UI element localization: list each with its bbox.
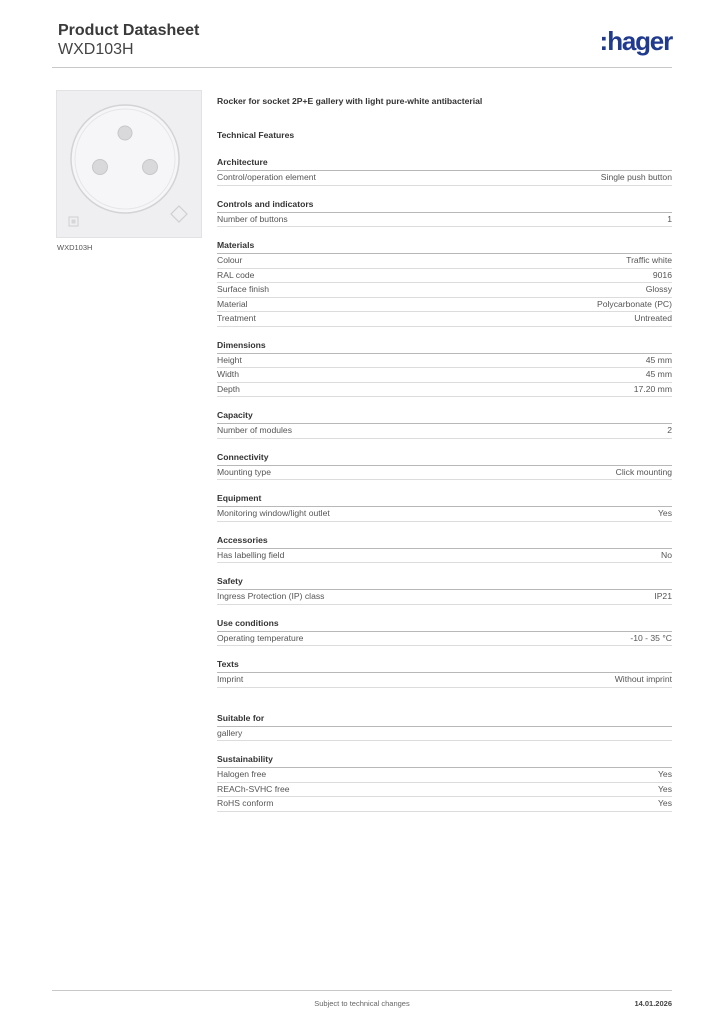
feature-value: Without imprint (614, 674, 672, 684)
feature-row (217, 632, 672, 647)
feature-label: Monitoring window/light outlet (217, 508, 330, 518)
technical-features-title: Technical Features (217, 130, 295, 140)
feature-label: Halogen free (217, 769, 267, 779)
header-divider (52, 67, 672, 68)
feature-section (217, 659, 672, 688)
feature-row (217, 673, 672, 688)
feature-value: Click mounting (615, 466, 672, 477)
feature-value: 9016 (652, 269, 672, 280)
feature-label: Number of buttons (217, 213, 288, 224)
feature-value: No (661, 549, 672, 560)
feature-label: Treatment (217, 313, 256, 323)
hager-logo (600, 26, 672, 56)
feature-row (217, 727, 672, 742)
feature-value: Yes (657, 798, 672, 808)
feature-row (217, 254, 672, 269)
feature-row (217, 368, 672, 383)
feature-row (217, 549, 672, 564)
feature-label: Number of modules (217, 425, 292, 435)
feature-row (217, 590, 672, 605)
feature-value: Polycarbonate (PC) (597, 298, 672, 309)
logo-dots-icon: : (599, 26, 607, 56)
feature-section (217, 410, 672, 439)
section-title: Capacity (217, 410, 672, 424)
feature-row (217, 283, 672, 298)
feature-section (217, 199, 672, 228)
feature-label: Depth (217, 383, 240, 394)
feature-row (217, 298, 672, 313)
feature-row (217, 312, 672, 327)
feature-section (217, 493, 672, 522)
feature-label: RAL code (217, 269, 255, 280)
section-title: Dimensions (217, 340, 672, 354)
section-title: Controls and indicators (217, 199, 672, 213)
feature-value: Single push button (600, 172, 672, 182)
feature-section (217, 452, 672, 481)
section-title: Architecture (217, 157, 672, 171)
feature-row (217, 768, 672, 783)
feature-section (217, 754, 672, 812)
feature-value: 45 mm (645, 354, 672, 365)
footer-note: Subject to technical changes (314, 999, 410, 1008)
feature-label: Width (217, 369, 239, 379)
feature-value: 1 (667, 213, 672, 224)
feature-label: Mounting type (217, 466, 271, 477)
feature-row (217, 424, 672, 439)
feature-section (217, 618, 672, 647)
feature-value: Yes (657, 508, 672, 518)
product-description: Rocker for socket 2P+E gallery with light pure-white antibacterial (217, 96, 483, 106)
feature-value: Yes (657, 769, 672, 779)
feature-row (217, 171, 672, 186)
feature-section (217, 340, 672, 398)
feature-value: Yes (657, 783, 672, 794)
socket-illustration-icon (57, 91, 201, 237)
section-title: Suitable for (217, 713, 672, 727)
section-title: Safety (217, 576, 672, 590)
feature-row (217, 797, 672, 812)
feature-label: gallery (217, 727, 243, 738)
footer-divider (52, 990, 672, 991)
section-title: Sustainability (217, 754, 672, 768)
product-image (56, 90, 202, 238)
page-header (58, 22, 199, 59)
feature-row (217, 507, 672, 522)
feature-row (217, 783, 672, 798)
feature-row (217, 269, 672, 284)
product-code: WXD103H (58, 41, 134, 58)
feature-label: Has labelling field (217, 549, 285, 560)
section-title: Materials (217, 240, 672, 254)
section-title: Connectivity (217, 452, 672, 466)
section-title: Equipment (217, 493, 672, 507)
feature-label: Height (217, 354, 242, 365)
feature-value: -10 - 35 °C (630, 632, 672, 643)
datasheet-content (217, 96, 672, 812)
feature-label: RoHS conform (217, 798, 274, 808)
feature-sections (217, 157, 672, 812)
feature-label: Control/operation element (217, 172, 316, 182)
feature-label: Operating temperature (217, 632, 304, 643)
feature-section (217, 240, 672, 327)
feature-section (217, 576, 672, 605)
feature-section (217, 713, 672, 742)
section-title: Use conditions (217, 618, 672, 632)
logo-text: hager (607, 26, 672, 56)
feature-label: REACh-SVHC free (217, 783, 290, 794)
feature-value: Glossy (645, 284, 672, 294)
feature-section (217, 535, 672, 564)
feature-value: 17.20 mm (633, 383, 672, 394)
feature-row (217, 213, 672, 228)
feature-row (217, 354, 672, 369)
section-title: Accessories (217, 535, 672, 549)
feature-value: Traffic white (626, 255, 672, 265)
section-title: Texts (217, 659, 672, 673)
feature-value: 2 (667, 425, 672, 435)
feature-section (217, 157, 672, 186)
image-caption: WXD103H (57, 243, 93, 252)
feature-row (217, 466, 672, 481)
feature-row (217, 383, 672, 398)
feature-value: IP21 (654, 591, 672, 601)
feature-label: Imprint (217, 674, 244, 684)
page-title: Product Datasheet (58, 22, 200, 39)
feature-value: Untreated (634, 313, 672, 323)
feature-value: 45 mm (645, 369, 672, 379)
footer-date: 14.01.2026 (634, 999, 672, 1008)
feature-label: Material (217, 298, 248, 309)
feature-label: Ingress Protection (IP) class (217, 591, 325, 601)
feature-label: Surface finish (217, 284, 270, 294)
feature-label: Colour (217, 255, 243, 265)
